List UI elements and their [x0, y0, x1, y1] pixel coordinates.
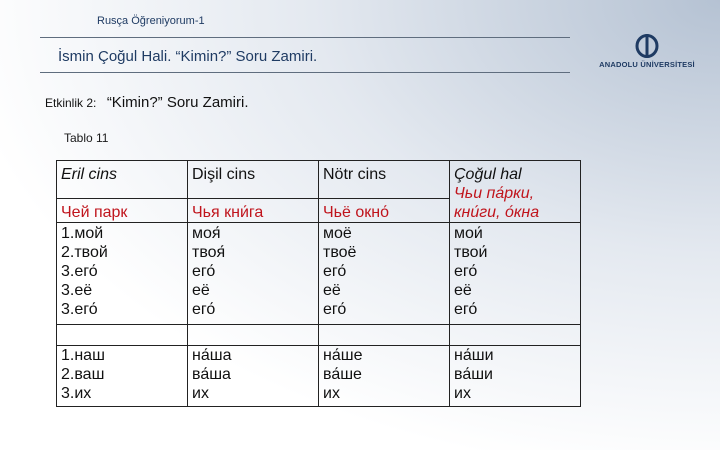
example-plural: Чьи па́рки, кни́ги, о́кна — [454, 185, 540, 221]
plural-possessive-row — [57, 346, 581, 407]
spacer-row — [57, 325, 581, 346]
divider-bottom — [40, 72, 570, 73]
example-feminine: Чья кни́га — [192, 204, 264, 221]
table-cell-line: его́ — [192, 301, 216, 318]
table-cell-line: его́ — [454, 263, 478, 280]
table-cell-line: на́ше — [323, 347, 363, 364]
table-cell-line: 2.твой — [61, 244, 108, 261]
table-caption: Tablo 11 — [64, 131, 109, 145]
table-cell-line: их — [454, 385, 471, 402]
page-heading: İsmin Çoğul Hali. “Kimin?” Soru Zamiri. — [58, 48, 318, 65]
table-cell-line: её — [454, 282, 472, 299]
table-cell-line: 3.его́ — [61, 301, 98, 318]
university-logo — [592, 34, 702, 74]
table-cell-line: его́ — [454, 301, 478, 318]
course-title: Rusça Öğreniyorum-1 — [97, 15, 205, 27]
plural-possessive-plural-cell — [450, 346, 581, 407]
header-feminine: Dişil cins — [188, 161, 319, 199]
table-cell-line: их — [192, 385, 209, 402]
table-cell-line: их — [323, 385, 340, 402]
table-cell-line: 3.её — [61, 282, 93, 299]
table-cell-line: ва́ша — [192, 366, 231, 383]
empty-cell — [57, 325, 188, 346]
header-masculine: Eril cins — [57, 161, 188, 199]
empty-cell — [450, 325, 581, 346]
possessive-plural-cell — [450, 223, 581, 325]
table-cell-line: мои́ — [454, 225, 483, 242]
activity-title: “Kimin?” Soru Zamiri. — [106, 94, 249, 111]
header-plural-label: Çoğul hal — [454, 166, 522, 183]
example-neuter: Чьё окно́ — [323, 204, 389, 221]
example-feminine-cell — [188, 198, 319, 222]
table-cell-line: твоё — [323, 244, 357, 261]
empty-cell — [319, 325, 450, 346]
table-cell-line: ва́ши — [454, 366, 493, 383]
table-cell-line: твои́ — [454, 244, 488, 261]
table-cell-line: его́ — [192, 263, 216, 280]
example-masculine-cell — [57, 198, 188, 222]
divider-top — [40, 37, 570, 38]
table-cell-line: 1.наш — [61, 347, 105, 364]
header-neuter: Nötr cins — [319, 161, 450, 199]
table-cell-line: моя́ — [192, 225, 221, 242]
possessive-neuter-cell — [319, 223, 450, 325]
pronoun-table — [56, 160, 581, 407]
activity-line — [45, 94, 249, 112]
table-cell-line: её — [192, 282, 210, 299]
table-cell-line: её — [323, 282, 341, 299]
table-cell-line: на́ша — [192, 347, 232, 364]
possessive-feminine-cell — [188, 223, 319, 325]
table-cell-line: на́ши — [454, 347, 494, 364]
table-cell-line: 2.ваш — [61, 366, 105, 383]
table-cell-line: 1.мой — [61, 225, 104, 242]
table-cell-line: его́ — [323, 301, 347, 318]
possessive-masculine-cell — [57, 223, 188, 325]
header-plural — [450, 161, 581, 223]
singular-possessive-row — [57, 223, 581, 325]
table-cell-line: его́ — [323, 263, 347, 280]
university-name: ANADOLU ÜNİVERSİTESİ — [599, 60, 695, 69]
table-header-row — [57, 161, 581, 199]
table-cell-line: моё — [323, 225, 352, 242]
plural-possessive-masculine-cell — [57, 346, 188, 407]
plural-possessive-neuter-cell — [319, 346, 450, 407]
anadolu-logo-icon — [634, 34, 660, 58]
table-cell-line: 3.их — [61, 385, 92, 402]
plural-possessive-feminine-cell — [188, 346, 319, 407]
empty-cell — [188, 325, 319, 346]
table-cell-line: 3.его́ — [61, 263, 98, 280]
example-neuter-cell — [319, 198, 450, 222]
table-cell-line: твоя́ — [192, 244, 226, 261]
activity-label: Etkinlik 2: — [45, 96, 97, 110]
table-cell-line: ва́ше — [323, 366, 362, 383]
example-masculine: Чей парк — [61, 204, 128, 221]
